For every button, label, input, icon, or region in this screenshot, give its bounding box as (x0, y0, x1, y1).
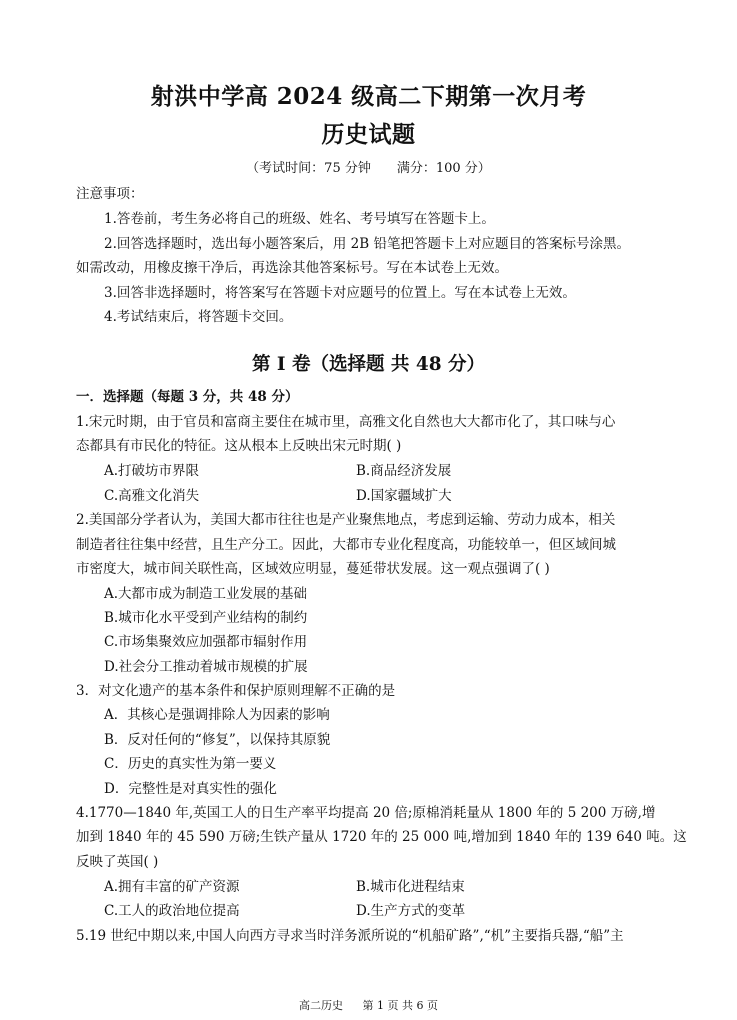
question-3-option-d: D．完整性是对真实性的强化 (104, 781, 277, 797)
question-3-option-a: A．其核心是强调排除人为因素的影响 (104, 707, 330, 723)
question-4-option-b: B.城市化进程结束 (356, 879, 465, 895)
question-4-stem: 反映了英国( ) (76, 854, 159, 870)
question-5-stem: 5.19 世纪中期以来,中国人向西方寻求当时洋务派所说的“机船矿路”,“机”主要指兵器,“船”主 (76, 928, 624, 944)
exam-info (0, 157, 737, 176)
question-2-stem: 2.美国部分学者认为，美国大都市往往也是产业聚焦地点，考虑到运输、劳动力成本，相关 (76, 512, 616, 528)
section-title: 第 I 卷（选择题 共 48 分） (251, 354, 486, 375)
exam-time: （考试时间：75 分钟 (246, 161, 371, 176)
question-4-option-c: C.工人的政治地位提高 (104, 903, 240, 919)
question-2-option-d: D.社会分工推动着城市规模的扩展 (104, 659, 308, 675)
question-3-option-c: C．历史的真实性为第一要义 (104, 756, 277, 772)
question-1-option-c: C.高雅文化消失 (104, 488, 200, 504)
note-line: 如需改动，用橡皮擦干净后，再选涂其他答案标号。写在本试卷上无效。 (76, 260, 508, 276)
notes-heading: 注意事项： (76, 186, 144, 202)
question-4-option-a: A.拥有丰富的矿产资源 (104, 879, 240, 895)
question-2-stem: 市密度大，城市间关联性高，区域效应明显，蔓延带状发展。这一观点强调了( ) (76, 561, 550, 577)
footer-subject: 高二历史 (299, 999, 343, 1012)
subject-title: 历史试题 (321, 121, 416, 148)
question-1-option-d: D.国家疆域扩大 (356, 488, 452, 504)
footer-page-number: 第 1 页 共 6 页 (362, 999, 438, 1012)
question-2-option-b: B.城市化水平受到产业结构的制约 (104, 610, 308, 626)
note-line: 3.回答非选择题时，将答案写在答题卡对应题号的位置上。写在本试卷上无效。 (104, 285, 576, 301)
page-footer (0, 997, 737, 1013)
question-4-stem: 加到 1840 年的 45 590 万磅;生铁产量从 1720 年的 25 000 吨,增加到 1840 年的 139 640 吨。这 (76, 829, 687, 845)
question-1-stem: 态都具有市民化的特征。这从根本上反映出宋元时期( ) (76, 438, 402, 454)
question-4-stem: 4.1770—1840 年,英国工人的日生产率平均提高 20 倍;原棉消耗量从 1800 年的 5 200 万磅,增 (76, 805, 656, 821)
question-1-option-b: B.商品经济发展 (356, 463, 452, 479)
question-4-option-d: D.生产方式的变革 (356, 903, 466, 919)
note-line: 4.考试结束后，将答题卡交回。 (104, 309, 293, 325)
question-1-option-a: A.打破坊市界限 (104, 463, 200, 479)
question-2-option-c: C.市场集聚效应加强都市辐射作用 (104, 634, 308, 650)
exam-title: 射洪中学高 2024 级高二下期第一次月考 (150, 83, 587, 110)
question-3-option-b: B．反对任何的“修复”，以保持其原貌 (104, 732, 331, 748)
note-line: 2.回答选择题时，选出每小题答案后，用 2B 铅笔把答题卡上对应题目的答案标号涂黑。 (104, 236, 630, 252)
question-3-stem: 3．对文化遗产的基本条件和保护原则理解不正确的是 (76, 683, 396, 699)
part-heading: 一．选择题（每题 3 分，共 48 分） (76, 389, 299, 405)
question-2-stem: 制造者往往集中经营，且生产分工。因此，大都市专业化程度高，功能较单一，但区域间城 (76, 537, 616, 553)
full-score: 满分：100 分） (396, 161, 491, 176)
question-1-stem: 1.宋元时期，由于官员和富商主要住在城市里，高雅文化自然也大大都市化了，其口味与心 (76, 414, 616, 430)
note-line: 1.答卷前，考生务必将自己的班级、姓名、考号填写在答题卡上。 (104, 211, 495, 227)
question-2-option-a: A.大都市成为制造工业发展的基础 (104, 586, 308, 602)
